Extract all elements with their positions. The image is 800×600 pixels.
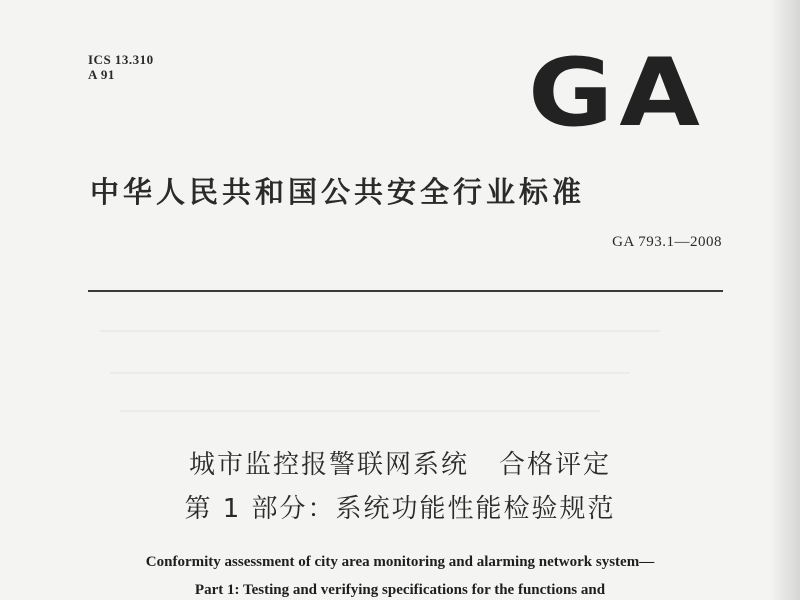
header-divider [88, 290, 723, 292]
page-edge-shadow [770, 0, 800, 600]
english-title-line-2: Part 1: Testing and verifying specifications for the functions and [194, 582, 606, 598]
ga-logo: GA [528, 37, 706, 148]
scan-artifact [110, 372, 630, 374]
ics-code: ICS 13.310 [88, 52, 154, 67]
scan-artifact [100, 330, 660, 332]
chinese-title-line-2: 第 1 部分：系统功能性能检验规范 [184, 494, 616, 524]
standard-number: GA 793.1—2008 [612, 234, 722, 250]
scan-artifact [120, 410, 600, 412]
chinese-title-system: 城市监控报警联网系统 [188, 450, 469, 480]
classification-code: A 91 [88, 67, 115, 82]
ics-code-block [88, 52, 154, 82]
english-title-line-1: Conformity assessment of city area monitoring and alarming network system— [145, 554, 655, 570]
standard-category-title: 中华人民共和国公共安全行业标准 [90, 175, 586, 209]
chinese-title-assessment: 合格评定 [499, 450, 612, 480]
chinese-title-line-1 [0, 444, 800, 481]
